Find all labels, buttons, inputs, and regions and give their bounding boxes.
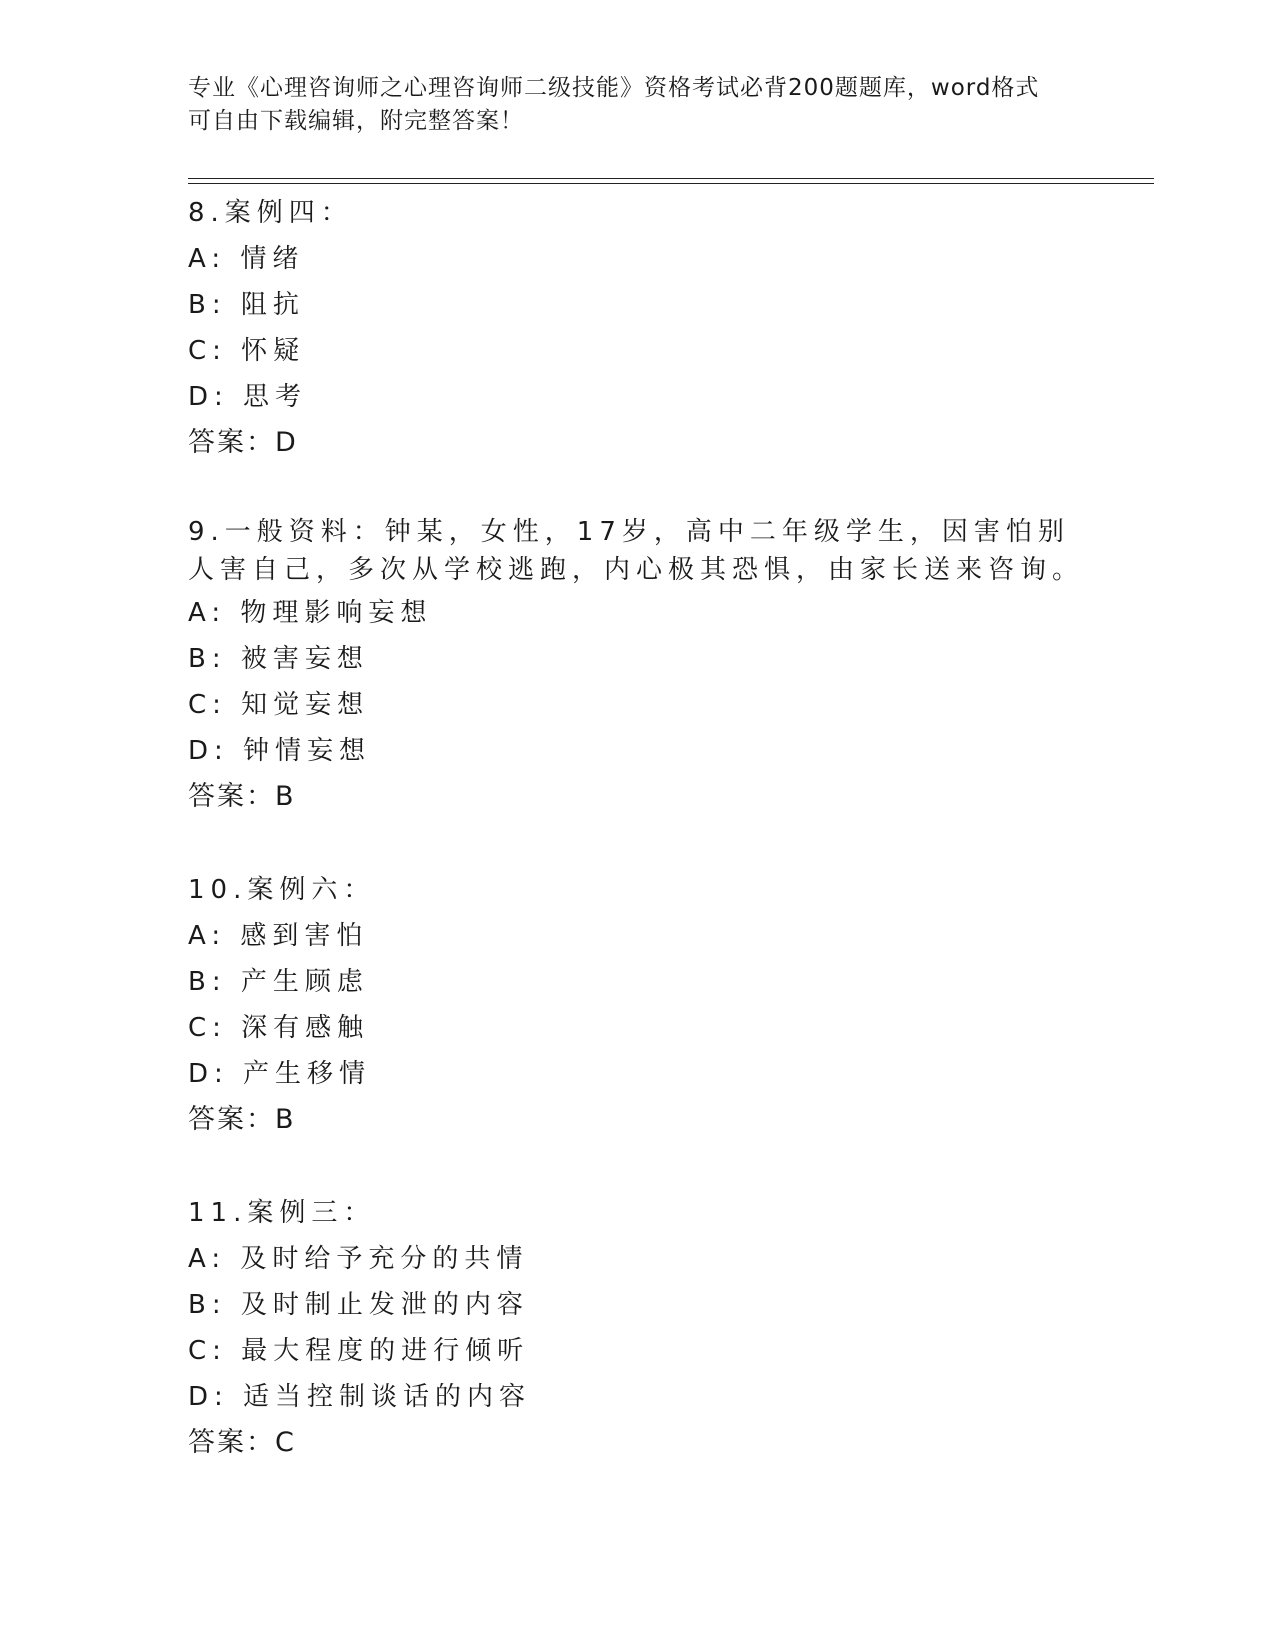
question-stem: 9.一般资料：钟某，女性，17岁，高中二年级学生，因害怕别人害自己，多次从学校逃跑，内心极其恐惧，由家长送来咨询。 (188, 517, 1085, 585)
option-a: A: 情绪 (188, 244, 305, 274)
option-c: C: 最大程度的进行倾听 (188, 1336, 530, 1366)
option-d: D: 适当控制谈话的内容 (188, 1382, 532, 1412)
option-c: C: 知觉妄想 (188, 690, 370, 720)
option-d: D: 产生移情 (188, 1059, 372, 1089)
question-stem: 10.案例六： (188, 875, 376, 905)
header-line-2: 可自由下载编辑，附完整答案！ (188, 108, 524, 134)
answer: 答案：B (188, 1104, 296, 1135)
option-b: B: 阻抗 (188, 290, 305, 320)
question-8 (188, 190, 1088, 466)
option-c: C: 怀疑 (188, 336, 306, 366)
answer: 答案：B (188, 781, 296, 812)
option-d: D: 钟情妄想 (188, 736, 372, 766)
header-divider-bottom (188, 183, 1154, 184)
question-stem: 8.案例四： (188, 198, 353, 228)
option-a: A: 及时给予充分的共情 (188, 1244, 529, 1274)
answer: 答案：D (188, 427, 298, 458)
option-a: A: 物理影响妄想 (188, 598, 433, 628)
question-11 (188, 1190, 1088, 1466)
question-stem: 11.案例三： (188, 1198, 376, 1228)
header-divider-top (188, 178, 1154, 179)
question-list (188, 190, 1088, 1513)
option-b: B: 产生顾虑 (188, 967, 369, 997)
option-c: C: 深有感触 (188, 1013, 370, 1043)
answer: 答案：C (188, 1427, 296, 1458)
question-9 (188, 513, 1088, 820)
question-10 (188, 867, 1088, 1143)
option-b: B: 被害妄想 (188, 644, 369, 674)
option-a: A: 感到害怕 (188, 921, 369, 951)
header-line-1: 专业《心理咨询师之心理咨询师二级技能》资格考试必背200题题库，word格式 (188, 75, 1040, 101)
option-d: D: 思考 (188, 382, 308, 412)
document-header (188, 72, 1088, 138)
option-b: B: 及时制止发泄的内容 (188, 1290, 529, 1320)
